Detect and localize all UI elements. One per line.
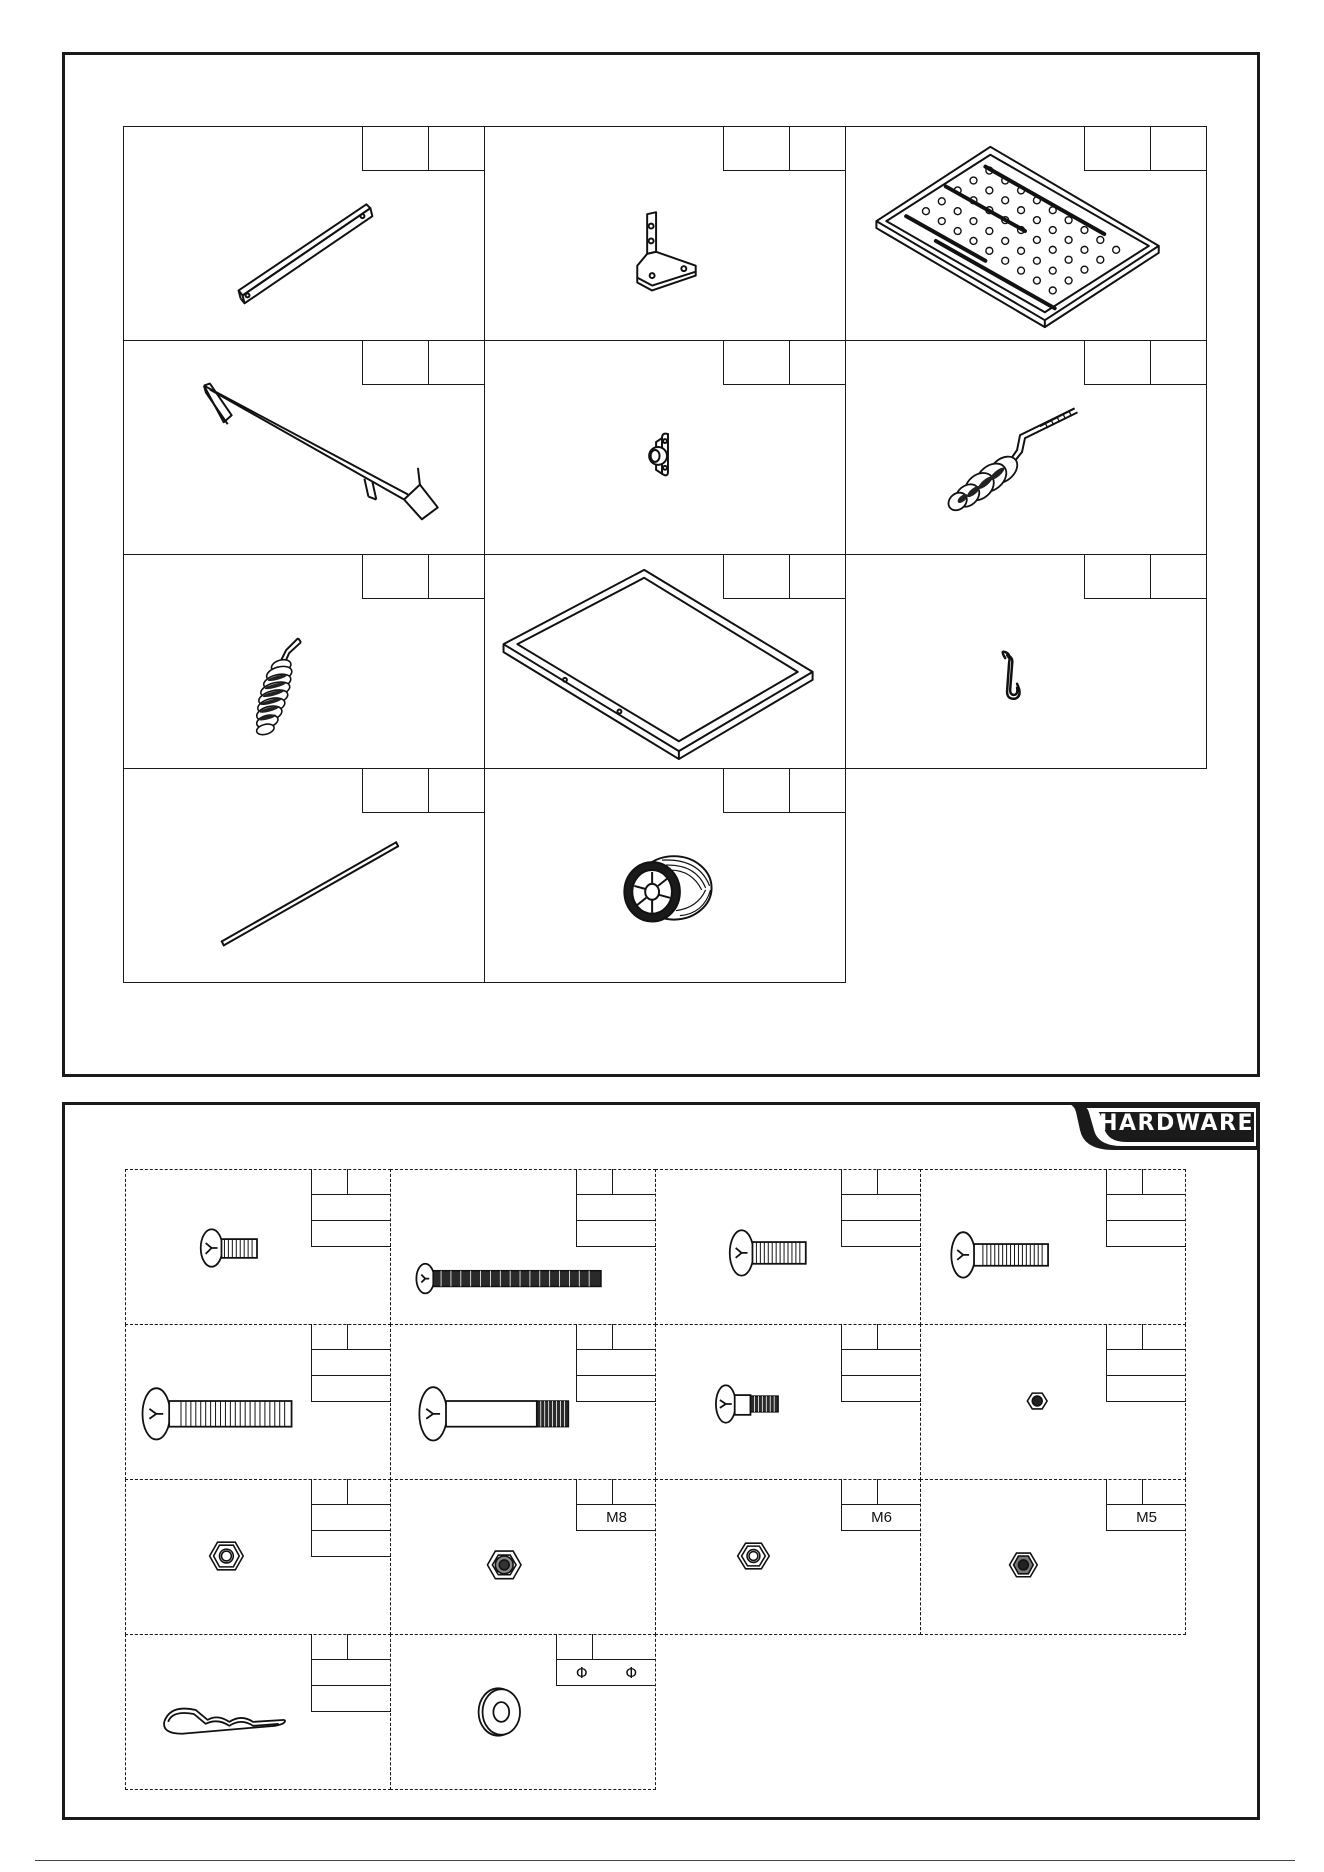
hardware-panel (62, 1102, 1260, 1820)
hw-size: M8 (576, 1505, 656, 1531)
hw-size: M5 (1106, 1505, 1186, 1531)
hw-size: M6 (841, 1505, 921, 1531)
part-cell-spring-handle[interactable] (123, 554, 485, 769)
hardware-tab (1064, 1102, 1260, 1150)
axle-rod-icon (124, 769, 484, 982)
part-cell-perforated-grill-tray[interactable] (845, 126, 1207, 341)
axle-mount-plate-icon (485, 341, 845, 554)
large-bolt-icon (126, 1325, 390, 1479)
part-cell-axle-mount-plate[interactable] (484, 340, 846, 555)
diameter-symbol-inner: Φ (625, 1663, 638, 1682)
hw-cell-medium-long-bolt[interactable] (920, 1169, 1186, 1325)
shoulder-bolt-icon (391, 1325, 655, 1479)
spring-handle-icon (124, 555, 484, 768)
hardware-tab-label: HARDWARE (1099, 1111, 1254, 1136)
medium-long-bolt-icon (921, 1170, 1185, 1324)
wheel-icon (485, 769, 845, 982)
hw-cell-step-bolt[interactable] (655, 1324, 921, 1480)
part-cell-s-hook[interactable] (845, 554, 1207, 769)
hex-nut-icon (126, 1480, 390, 1634)
footer-divider (35, 1860, 1295, 1861)
hw-cell-small-nut[interactable] (920, 1324, 1186, 1480)
long-threaded-bolt-icon (391, 1170, 655, 1324)
part-cell-axle-rod[interactable] (123, 768, 485, 983)
step-bolt-icon (656, 1325, 920, 1479)
hw-cell-medium-bolt[interactable] (655, 1169, 921, 1325)
hw-cell-long-threaded-bolt[interactable] (390, 1169, 656, 1325)
angle-bracket-rail-icon (124, 127, 484, 340)
leg-support-frame-icon (124, 341, 484, 554)
l-bracket-icon (485, 127, 845, 340)
hw-cell-hex-nut-m6[interactable] (655, 1479, 921, 1635)
s-hook-icon (846, 555, 1206, 768)
flat-washer-icon (391, 1635, 655, 1789)
bottom-shelf-tray-icon (485, 555, 845, 768)
hw-cell-hex-nut[interactable] (125, 1479, 391, 1635)
lock-nut-icon (921, 1480, 1185, 1634)
part-cell-angle-bracket-rail[interactable] (123, 126, 485, 341)
part-cell-wheel[interactable] (484, 768, 846, 983)
crank-handle-with-spring-icon (846, 341, 1206, 554)
part-cell-crank-handle-with-spring[interactable] (845, 340, 1207, 555)
small-nut-icon (921, 1325, 1185, 1479)
hex-nut-icon (656, 1480, 920, 1634)
diameter-symbol-outer: Φ (575, 1663, 588, 1682)
part-cell-l-bracket[interactable] (484, 126, 846, 341)
hw-cell-flat-washer[interactable] (390, 1634, 656, 1790)
hw-cell-shoulder-bolt[interactable] (390, 1324, 656, 1480)
hw-cell-short-bolt[interactable] (125, 1169, 391, 1325)
hw-cell-lock-nut-m8[interactable] (390, 1479, 656, 1635)
perforated-grill-tray-icon (846, 127, 1206, 340)
hw-cell-lock-nut-m5[interactable] (920, 1479, 1186, 1635)
short-bolt-icon (126, 1170, 390, 1324)
part-cell-leg-support-frame[interactable] (123, 340, 485, 555)
hw-cell-hitch-pin-clip[interactable] (125, 1634, 391, 1790)
hitch-pin-clip-icon (126, 1635, 390, 1789)
lock-nut-icon (391, 1480, 655, 1634)
part-cell-bottom-shelf-tray[interactable] (484, 554, 846, 769)
medium-bolt-icon (656, 1170, 920, 1324)
hw-cell-large-bolt[interactable] (125, 1324, 391, 1480)
parts-panel (62, 52, 1260, 1077)
